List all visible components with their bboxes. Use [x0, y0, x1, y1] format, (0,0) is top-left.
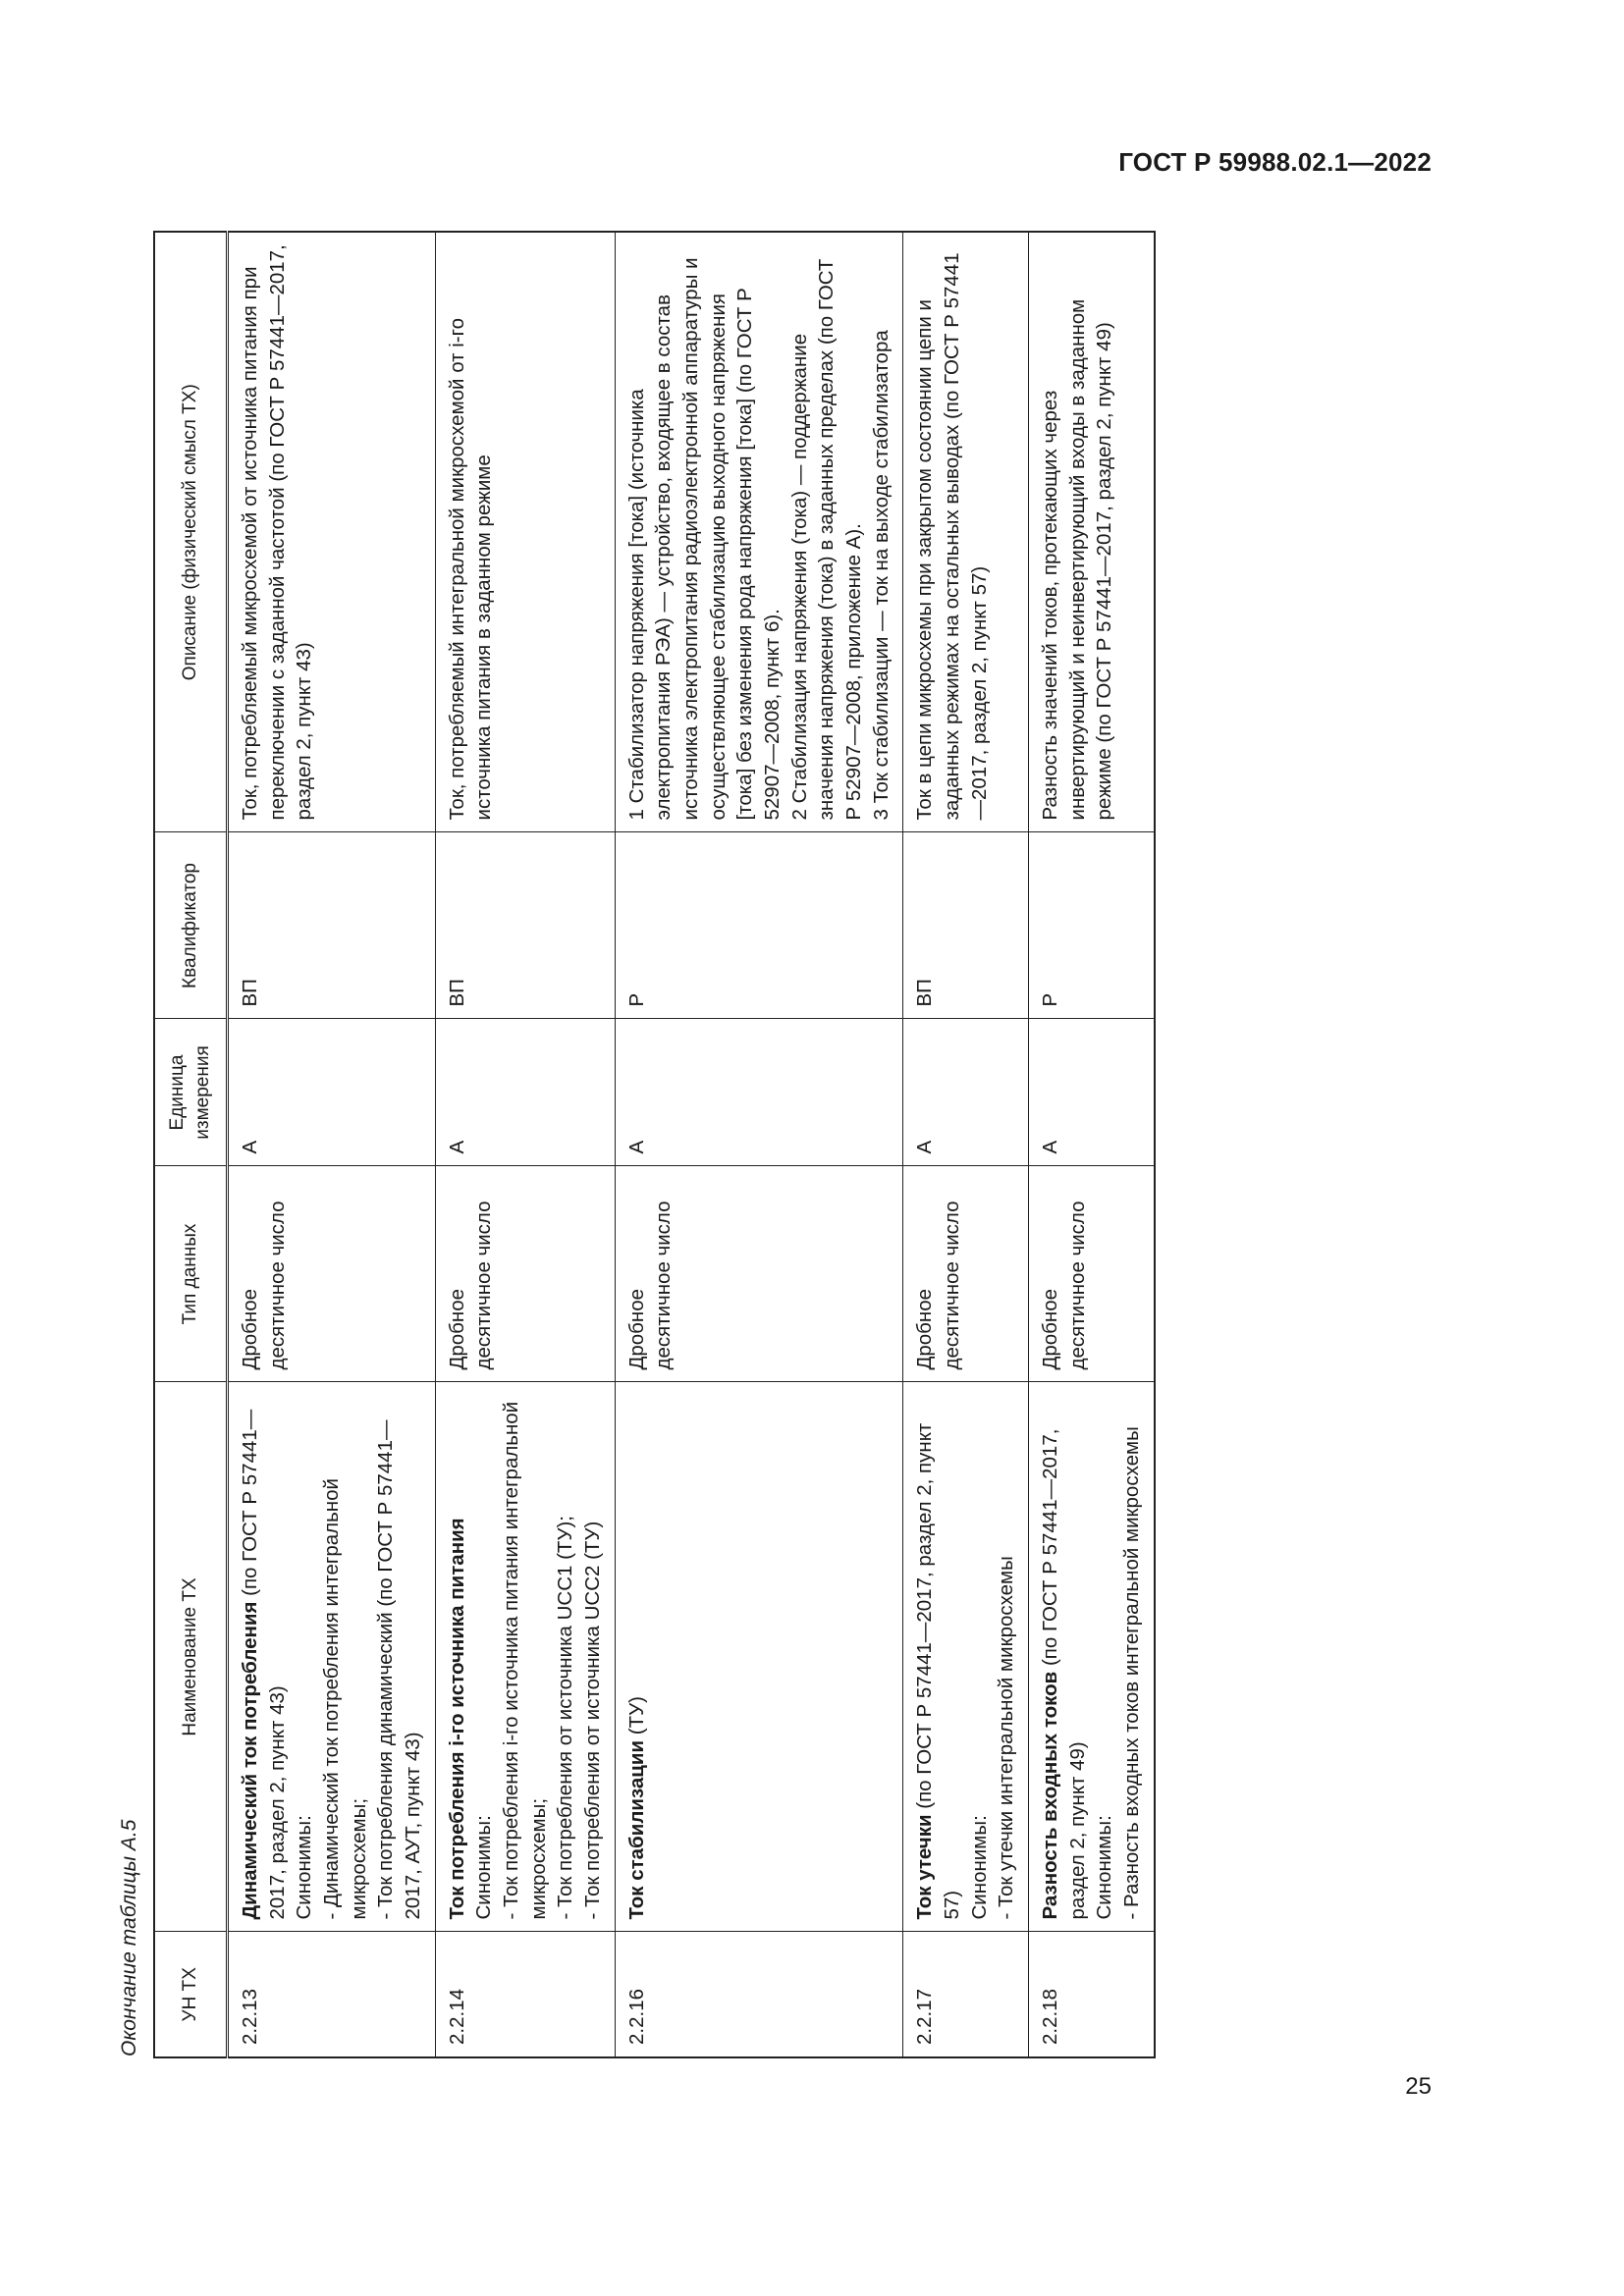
unit-value: А — [913, 1140, 937, 1154]
table-body — [228, 232, 1155, 2057]
characteristic-name-reference: (по ГОСТ Р 57441—2017, раздел 2, пункт 43) — [239, 1409, 289, 1920]
table-caption: Окончание таблицы А.5 — [118, 1819, 140, 2056]
description-paragraph: Ток, потребляемый микросхемой от источника питания при переключении с заданной частотой (по ГОСТ Р 57441—2017, раздел 2, пункт 43) — [239, 244, 316, 821]
description-paragraph: Ток, потребляемый интегральной микросхемой от i-го источника питания в заданном режиме — [445, 317, 496, 821]
table-row — [435, 232, 615, 2057]
synonyms-label: Синонимы: — [967, 1815, 991, 1920]
characteristic-id: 2.2.17 — [913, 1989, 937, 2045]
characteristic-name: Разность входных токов — [1039, 1671, 1062, 1920]
column-header-name: Наименование ТХ — [154, 1382, 228, 1932]
characteristic-name-reference: (по ГОСТ Р 57441—2017, раздел 2, пункт 49) — [1039, 1428, 1089, 1920]
qualifier-value: ВП — [445, 979, 468, 1007]
rotated-table-area — [106, 184, 1328, 2058]
cell-qualifier — [435, 832, 615, 1019]
cell-id — [1029, 1932, 1155, 2057]
cell-unit — [228, 1019, 436, 1166]
synonyms-label: Синонимы: — [293, 1815, 316, 1920]
cell-description — [435, 232, 615, 832]
cell-name — [1029, 1382, 1155, 1932]
description-paragraph: 2 Стабилизация напряжения (тока) — поддержание значения напряжения (тока) в заданных пределах (по ГОСТ Р 52907—2008, приложение А). — [787, 258, 866, 821]
characteristics-table — [153, 231, 1156, 2058]
unit-value: А — [624, 1140, 648, 1154]
qualifier-value: Р — [624, 992, 648, 1007]
synonym-item: - Разность входных токов интегральной микросхемы — [1120, 1426, 1144, 1920]
cell-data-type — [228, 1166, 436, 1382]
qualifier-value: Р — [1039, 992, 1062, 1007]
column-header-qualifier: Квалификатор — [154, 832, 228, 1019]
qualifier-value: ВП — [239, 979, 261, 1007]
synonym-item: - Динамический ток потребления интегральной микросхемы; — [320, 1478, 370, 1920]
data-type-value: Дробное десятичное число — [913, 1201, 964, 1370]
description-paragraph: 1 Стабилизатор напряжения [тока] (источника электропитания РЭА) — устройство, входящее в состав источника электропитания радиоэлектронной аппаратуры и осуществляющее стабилизацию выходного напряжения [тока] без изменения рода напряжения [тока] (по ГОСТ Р 52907—2008, пункт 6). — [624, 257, 785, 821]
cell-qualifier — [1029, 832, 1155, 1019]
data-type-value: Дробное десятичное число — [624, 1201, 676, 1370]
cell-name — [435, 1382, 615, 1932]
unit-value: А — [445, 1140, 468, 1154]
synonyms-label: Синонимы: — [1093, 1815, 1116, 1920]
cell-unit — [435, 1019, 615, 1166]
cell-data-type — [615, 1166, 903, 1382]
cell-id — [615, 1932, 903, 2057]
cell-description — [615, 232, 903, 832]
table-row — [228, 232, 436, 2057]
cell-description — [903, 232, 1029, 832]
cell-name — [615, 1382, 903, 1932]
synonym-item: - Ток потребления от источника UCC2 (ТУ) — [581, 1521, 605, 1920]
characteristic-name: Ток потребления i-го источника питания — [445, 1518, 468, 1920]
characteristic-id: 2.2.13 — [239, 1989, 261, 2045]
synonyms-label: Синонимы: — [472, 1815, 496, 1920]
cell-description — [1029, 232, 1155, 832]
cell-id — [228, 1932, 436, 2057]
column-header-id: УН ТХ — [154, 1932, 228, 2057]
column-header-data-type: Тип данных — [154, 1166, 228, 1382]
characteristic-id: 2.2.14 — [445, 1989, 468, 2045]
cell-name — [228, 1382, 436, 1932]
characteristic-id: 2.2.18 — [1039, 1989, 1062, 2045]
page-number: 25 — [1405, 2073, 1432, 2100]
synonym-item: - Ток потребления динамический (по ГОСТ Р 57441—2017, АУТ, пункт 43) — [374, 1419, 425, 1920]
data-type-value: Дробное десятичное число — [1039, 1201, 1089, 1370]
characteristic-name: Ток утечки — [913, 1814, 937, 1920]
cell-description — [228, 232, 436, 832]
cell-unit — [615, 1019, 903, 1166]
data-type-value: Дробное десятичное число — [239, 1201, 289, 1370]
description-paragraph: 3 Ток стабилизации — ток на выходе стабилизатора — [869, 330, 893, 821]
cell-qualifier — [228, 832, 436, 1019]
cell-data-type — [435, 1166, 615, 1382]
table-header-row — [154, 232, 228, 2057]
synonym-item: - Ток потребления i-го источника питания интегральной микросхемы; — [500, 1401, 550, 1920]
cell-id — [903, 1932, 1029, 2057]
characteristic-name: Ток стабилизации — [624, 1739, 648, 1920]
cell-qualifier — [903, 832, 1029, 1019]
data-type-value: Дробное десятичное число — [445, 1201, 496, 1370]
characteristic-name-reference: (ТУ) — [624, 1696, 648, 1740]
synonym-item: - Ток потребления от источника UCC1 (ТУ); — [554, 1516, 577, 1920]
column-header-description: Описание (физический смысл ТХ) — [154, 232, 228, 832]
column-header-unit: Единица измерения — [154, 1019, 228, 1166]
unit-value: А — [1039, 1140, 1062, 1154]
synonym-item: - Ток утечки интегральной микросхемы — [995, 1556, 1018, 1920]
cell-id — [435, 1932, 615, 2057]
cell-unit — [903, 1019, 1029, 1166]
table-row — [615, 232, 903, 2057]
cell-qualifier — [615, 832, 903, 1019]
cell-data-type — [1029, 1166, 1155, 1382]
cell-name — [903, 1382, 1029, 1932]
characteristic-name-reference: (по ГОСТ Р 57441—2017, раздел 2, пункт 57) — [913, 1422, 964, 1920]
document-standard-header: ГОСТ Р 59988.02.1—2022 — [1118, 147, 1432, 177]
cell-data-type — [903, 1166, 1029, 1382]
characteristic-name: Динамический ток потребления — [239, 1601, 261, 1920]
table-row — [1029, 232, 1155, 2057]
table-row — [903, 232, 1029, 2057]
qualifier-value: ВП — [913, 979, 937, 1007]
description-paragraph: Разность значений токов, протекающих через инвертирующий и неинвертирующий входы в заданном режиме (по ГОСТ Р 57441—2017, раздел 2, пункт 49) — [1039, 298, 1116, 821]
description-paragraph: Ток в цепи микросхемы при закрытом состоянии цепи и заданных режимах на остальных выводах (по ГОСТ Р 57441—2017, раздел 2, пункт 57) — [913, 252, 991, 821]
characteristic-id: 2.2.16 — [624, 1989, 648, 2045]
unit-value: А — [239, 1140, 261, 1154]
cell-unit — [1029, 1019, 1155, 1166]
